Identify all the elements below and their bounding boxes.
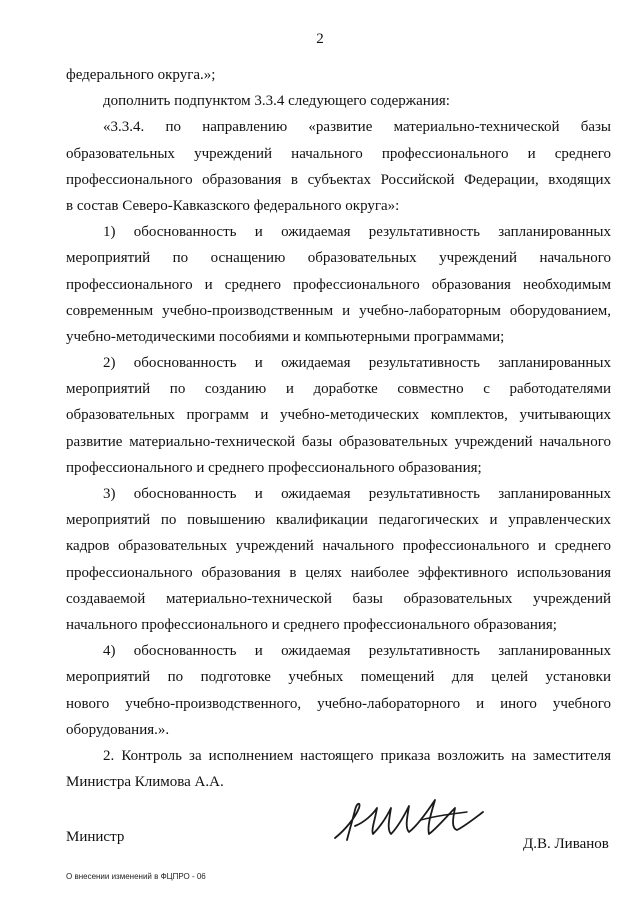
text-line: образовательных программ и учебно-методических комплектов, учитывающих bbox=[66, 407, 611, 424]
text-line: современным учебно-производственным и учебно-лабораторным оборудованием, bbox=[66, 302, 611, 319]
text-line: 2) обоснованность и ожидаемая результативность запланированных bbox=[103, 355, 611, 372]
handwritten-signature bbox=[325, 790, 525, 850]
text-line: 3) обоснованность и ожидаемая результативность запланированных bbox=[103, 486, 611, 502]
text-line: профессионального образования в целях наиболее эффективного использования bbox=[66, 564, 611, 581]
signatory-name: Д.В. Ливанов bbox=[523, 836, 609, 852]
text-line: 4) обоснованность и ожидаемая результативность запланированных bbox=[103, 643, 611, 660]
text-line: «3.3.4. по направлению «развитие материально-технической базы bbox=[103, 119, 611, 136]
text-line: профессионального образования в субъектах Российской Федерации, входящих bbox=[66, 171, 611, 188]
text-line: в состав Северо-Кавказского федерального округа»: bbox=[66, 197, 400, 214]
text-line: Министра Климова А.А. bbox=[66, 774, 224, 791]
text-line: учебно-методическими пособиями и компьютерными программами; bbox=[66, 328, 505, 345]
text-line: оборудования.». bbox=[66, 721, 170, 738]
text-line: мероприятий по оснащению образовательных учреждений начального bbox=[66, 250, 611, 267]
text-line: 1) обоснованность и ожидаемая результативность запланированных bbox=[103, 224, 611, 241]
text-line: кадров образовательных учреждений начального профессионального и среднего bbox=[66, 538, 611, 555]
text-line: мероприятий по созданию и доработке совместно с работодателями bbox=[66, 381, 611, 398]
text-line: начального профессионального и среднего профессионального образования; bbox=[66, 616, 557, 633]
text-line: федерального округа.»; bbox=[66, 67, 216, 83]
text-line: нового учебно-производственного, учебно-лабораторного и иного учебного bbox=[66, 695, 611, 712]
text-line: развитие материально-технической базы образовательных учреждений начального bbox=[66, 433, 611, 450]
text-line: мероприятий по повышению квалификации педагогических и управленческих bbox=[66, 512, 611, 529]
text-line: профессионального и среднего профессионального образования; bbox=[66, 459, 482, 476]
signatory-title: Министр bbox=[66, 829, 125, 845]
text-line: образовательных учреждений начального профессионального и среднего bbox=[66, 145, 611, 162]
document-body bbox=[66, 62, 611, 795]
text-line: 2. Контроль за исполнением настоящего приказа возложить на заместителя bbox=[103, 747, 611, 764]
text-line: профессионального и среднего профессионального образования необходимым bbox=[66, 276, 611, 293]
text-line: создаваемой материально-технической базы образовательных учреждений bbox=[66, 590, 611, 607]
text-line: дополнить подпунктом 3.3.4 следующего содержания: bbox=[103, 93, 450, 110]
page-number: 2 bbox=[316, 31, 324, 47]
text-line: мероприятий по подготовке учебных помещений для целей установки bbox=[66, 669, 611, 686]
footer-note: О внесении изменений в ФЦПРО - 06 bbox=[66, 872, 206, 881]
